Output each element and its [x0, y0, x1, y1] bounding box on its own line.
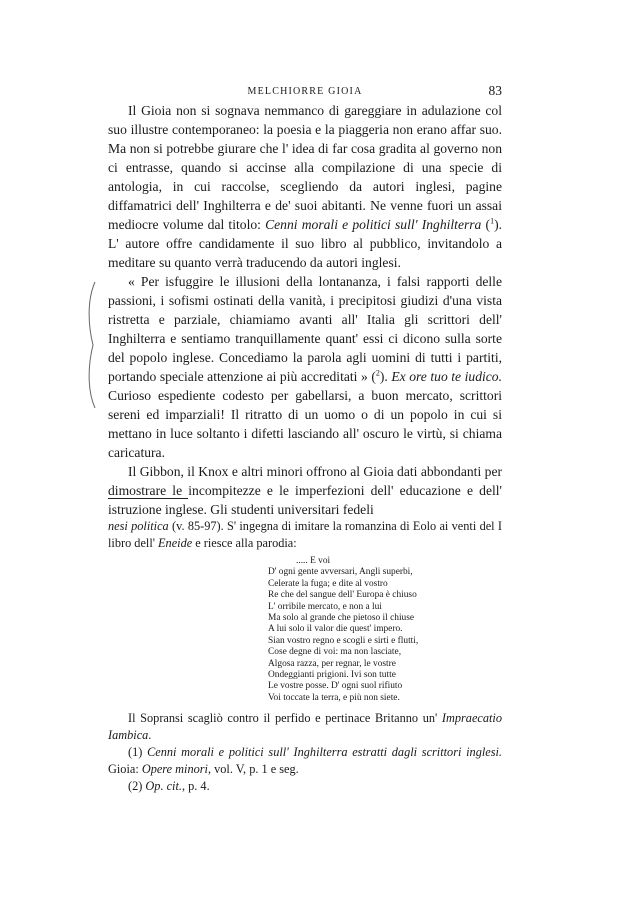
book-title-italic: Cenni morali e politici sull' Inghilterra	[265, 217, 482, 232]
paragraph-1-text-end: ). L' autore offre candidamente il suo libro al pubblico, invitandolo a meditare su quanto verrà traducendo da autori inglesi.	[108, 217, 502, 270]
footnote-ref-1: 1	[490, 216, 495, 226]
paren-close: ).	[379, 369, 392, 384]
footnote-1-title: Cenni morali e politici sull' Inghilterra estratti dagli scrittori inglesi.	[147, 745, 502, 760]
paragraph-2-quote: « Per isfuggire le illusioni della lontananza, i falsi rapporti delle passioni, i sofismi ostinati della vanità, i precipitosi giudizi d'una vista ristretta e parziale, chiamiamo avanti all' Italia gli scrittori dell' Inghilterra e sentiamo tranquillamente quant' essi ci dicono sulla sorte del popolo inglese. Concediamo la parola agli uomini di tutti i partiti, portando speciale attenzione ai più accreditati » (	[108, 274, 502, 384]
footnote-1	[108, 744, 502, 778]
footnote-cont-italic: nesi politica	[108, 519, 169, 533]
paragraph-1	[108, 101, 502, 272]
verse-quotation	[268, 556, 502, 704]
verse-line: Celerate la fuga; e dite al vostro	[268, 578, 388, 589]
footnote-after-end: .	[148, 728, 152, 743]
verse-line: Le vostre posse. D' ogni suol rifiuto	[268, 681, 403, 692]
paragraph-3: Il Gibbon, il Knox e altri minori offrono al Gioia dati abbondanti per dimostrare le incompitezze e le imperfezioni dell' educazione e dell' istruzione inglese. Gli studenti universitari fedeli	[108, 464, 502, 517]
verse-line: Cose degne di voi: ma non lasciate,	[268, 647, 402, 658]
footnote-1-work: Opere minori	[141, 762, 208, 777]
paragraph-2-text-end: Curioso espediente codesto per gabellarsi, a buon mercato, scrittori sereni ed imparziali! Il ritratto di un uomo o di un popolo in cui si mettano in luce soltanto i difetti lasciando all' oscuro le virtù, si chiama caricatura.	[108, 388, 502, 460]
verse-line: Re che del sangue dell' Europa è chiuso	[268, 590, 417, 601]
verse-line: L' orribile mercato, e non a lui	[268, 601, 382, 612]
footnote-cont-text: (v. 85-97). S' ingegna di imitare la romanzina di Eolo ai venti del I libro dell'	[108, 519, 502, 550]
footnote-continuation	[108, 518, 502, 552]
verse-line: A lui solo il valor die quest' impero.	[268, 624, 403, 635]
verse-line: Sian vostro regno e scogli e sirti e flutti,	[268, 635, 419, 646]
verse-line: Ondeggianti prigioni. Ivi son tutte	[268, 670, 396, 681]
footnote-after-text: Il Sopransi scagliò contro il perfido e pertinace Britanno un'	[128, 711, 442, 726]
latin-phrase: Ex ore tuo te iudico.	[391, 369, 503, 384]
verse-line: Algosa razza, per regnar, le vostre	[268, 658, 396, 669]
footnote-2-opcit: Op. cit.	[145, 779, 182, 794]
footnote-ref-2: 2	[375, 368, 380, 378]
paren-open: (	[481, 217, 491, 232]
paragraph-1-text: Il Gioia non si sognava nemmanco di gareggiare in adulazione col suo illustre contemporaneo: la poesia e la piaggeria non erano affar suo. Ma non si potrebbe giurare che l' idea di far cosa gradita al governo non ci entrasse, quando si accinse alla compilazione di una specie di antologia, in cui raccolse, scegliendo da autori inglesi, pagine diffamatrici dell' Inghilterra e de' suoi abitanti. Ne venne fuori un assai mediocre volume dal titolo:	[108, 103, 502, 232]
impraecatio-title: Impraecatio Iambica	[108, 711, 502, 743]
footnote-cont-text-end: e riesce alla parodia:	[192, 536, 297, 550]
footnote-1-author: Gioia:	[108, 762, 142, 777]
footnote-2-page: , p. 4.	[181, 779, 210, 794]
footnote-rule	[108, 498, 188, 499]
footnote-after-verse	[108, 710, 502, 744]
verse-line: D' ogni gente avversari, Angli superbi,	[268, 567, 413, 578]
verse-line: Ma solo al grande che pietoso il chiuse	[268, 613, 415, 624]
eneide-title: Eneide	[158, 536, 193, 550]
page-number: 83	[488, 83, 502, 98]
running-title: MELCHIORRE GIOIA	[247, 86, 363, 97]
verse-line: Voi toccate la terra, e più non siete.	[268, 692, 400, 703]
paragraph-2	[108, 272, 502, 462]
margin-bracket-mark	[84, 280, 98, 410]
verse-line: ..... E voi	[296, 556, 331, 566]
footnote-1-pages: , vol. V, p. 1 e seg.	[207, 762, 299, 777]
footnotes	[108, 518, 502, 795]
main-text	[108, 101, 502, 519]
footnote-2-mark: (2)	[128, 779, 143, 794]
footnote-1-mark: (1)	[128, 745, 143, 760]
page-header	[108, 83, 502, 101]
footnote-2	[108, 778, 502, 795]
